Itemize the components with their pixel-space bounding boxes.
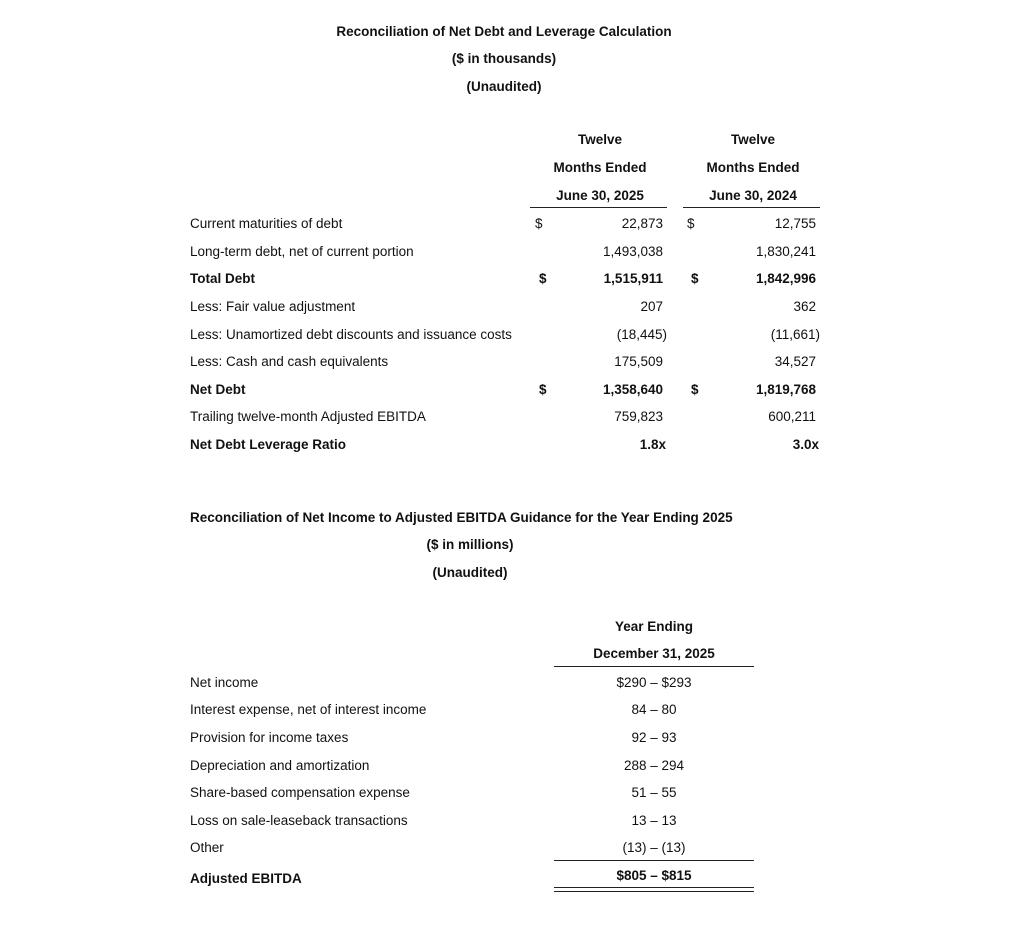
row-label: Share-based compensation expense (190, 785, 410, 800)
year-ending-header-line2: December 31, 2025 (593, 646, 715, 661)
row-label: Current maturities of debt (190, 216, 343, 231)
row-value-2024: 1,842,996 (755, 271, 816, 286)
row-label: Depreciation and amortization (190, 758, 370, 773)
row-value-2024: 1,830,241 (755, 244, 816, 259)
row-value-2024: 1,819,768 (755, 382, 816, 397)
row-value-2025: 1,358,640 (602, 382, 663, 397)
row-range-value: $805 – $815 (616, 868, 692, 883)
net-debt-title: Reconciliation of Net Debt and Leverage Calculation (336, 24, 672, 39)
row-label: Adjusted EBITDA (190, 871, 302, 886)
row-range-value: (13) – (13) (622, 840, 686, 855)
row-range-value: 288 – 294 (623, 758, 685, 773)
ebitda-guidance-unaudited-note: (Unaudited) (432, 565, 508, 580)
col1-header-line2: Months Ended (553, 160, 647, 175)
row-label: Net Debt (190, 382, 246, 397)
col1-header-underline (530, 207, 667, 208)
col1-header-line1: Twelve (577, 132, 623, 147)
row-label: Total Debt (190, 271, 255, 286)
ebitda-guidance-subtitle: ($ in millions) (426, 537, 514, 552)
col2-header-line1: Twelve (730, 132, 776, 147)
row-currency-symbol: $ (691, 271, 699, 286)
row-label: Net income (190, 675, 259, 690)
row-value-2025: (18,445) (616, 327, 667, 342)
row-value-2025: 207 (640, 299, 663, 314)
row-range-value: 51 – 55 (631, 785, 677, 800)
col2-header-line3: June 30, 2024 (709, 188, 797, 203)
row-value-2024: 600,211 (768, 409, 816, 424)
ebitda-guidance-title: Reconciliation of Net Income to Adjusted EBITDA Guidance for the Year Ending 2025 (190, 510, 733, 525)
row-range-value: 92 – 93 (631, 730, 677, 745)
row-value-2025: 175,509 (614, 354, 663, 369)
row-value-2025: 1.8x (639, 437, 666, 452)
total-double-underline (554, 887, 754, 892)
col2-header-line2: Months Ended (706, 160, 800, 175)
row-label: Other (190, 840, 224, 855)
row-label: Less: Fair value adjustment (190, 299, 356, 314)
row-label: Long-term debt, net of current portion (190, 244, 414, 259)
row-value-2025: 1,493,038 (602, 244, 663, 259)
row-label: Net Debt Leverage Ratio (190, 437, 347, 452)
row-value-2024: 34,527 (774, 354, 816, 369)
row-currency-symbol: $ (691, 382, 699, 397)
net-debt-subtitle: ($ in thousands) (451, 51, 557, 66)
row-value-2024: 3.0x (792, 437, 819, 452)
row-currency-symbol: $ (539, 271, 547, 286)
row-currency-symbol: $ (535, 216, 543, 231)
row-range-value: 84 – 80 (631, 702, 677, 717)
year-ending-header-underline (554, 666, 754, 667)
row-label: Less: Cash and cash equivalents (190, 354, 389, 369)
row-label: Loss on sale-leaseback transactions (190, 813, 408, 828)
row-value-2025: 1,515,911 (603, 271, 663, 286)
row-value-2024: 362 (793, 299, 816, 314)
row-label: Trailing twelve-month Adjusted EBITDA (190, 409, 426, 424)
row-range-value: 13 – 13 (631, 813, 677, 828)
subtotal-rule (554, 860, 754, 861)
year-ending-header-line1: Year Ending (614, 619, 694, 634)
row-currency-symbol: $ (687, 216, 695, 231)
row-label: Interest expense, net of interest income (190, 702, 427, 717)
row-currency-symbol: $ (539, 382, 547, 397)
row-label: Provision for income taxes (190, 730, 349, 745)
row-range-value: $290 – $293 (616, 675, 692, 690)
row-value-2024: 12,755 (774, 216, 816, 231)
row-label: Less: Unamortized debt discounts and issuance costs (190, 327, 512, 342)
col2-header-underline (683, 207, 820, 208)
col1-header-line3: June 30, 2025 (556, 188, 644, 203)
row-value-2024: (11,661) (770, 327, 820, 342)
row-value-2025: 759,823 (614, 409, 663, 424)
net-debt-unaudited-note: (Unaudited) (466, 79, 542, 94)
row-value-2025: 22,873 (621, 216, 663, 231)
